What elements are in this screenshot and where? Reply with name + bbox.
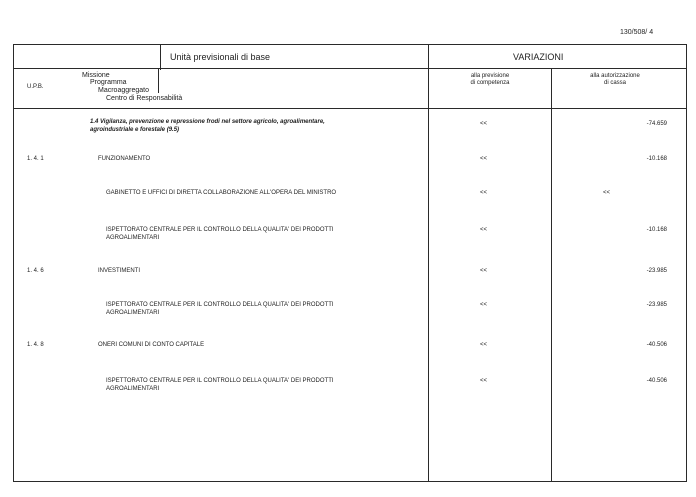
row-cassa: -23.985 xyxy=(646,268,667,274)
header-separator xyxy=(13,68,687,69)
row-upb: 1. 4. 1 xyxy=(27,156,44,162)
row-description: FUNZIONAMENTO xyxy=(98,156,151,162)
section-cassa: -74.659 xyxy=(646,121,667,127)
header-macroaggregato: Macroaggregato xyxy=(98,87,149,94)
table-bottom-border xyxy=(13,481,687,482)
row-description-cont: AGROALIMENTARI xyxy=(106,310,160,316)
row-description-cont: AGROALIMENTARI xyxy=(106,235,160,241)
row-description: ISPETTORATO CENTRALE PER IL CONTROLLO DELLA QUALITA' DEI PRODOTTI xyxy=(106,378,334,384)
row-description: INVESTIMENTI xyxy=(98,268,141,274)
header-competenza-line1: alla previsione xyxy=(470,73,510,79)
header-upb: U.P.B. xyxy=(27,84,44,90)
page-number: 130/508/ 4 xyxy=(620,29,654,36)
header-missione: Missione xyxy=(82,72,110,79)
row-description: ISPETTORATO CENTRALE PER IL CONTROLLO DELLA QUALITA' DEI PRODOTTI xyxy=(106,302,334,308)
header-competenza-line2: di competenza xyxy=(470,80,510,86)
row-competenza: << xyxy=(480,156,488,162)
row-upb: 1. 4. 6 xyxy=(27,268,44,274)
cassa-divider xyxy=(551,68,552,482)
row-competenza: << xyxy=(480,302,488,308)
row-cassa: -40.506 xyxy=(646,342,667,348)
row-upb: 1. 4. 8 xyxy=(27,342,44,348)
row-competenza: << xyxy=(480,268,488,274)
row-description: ISPETTORATO CENTRALE PER IL CONTROLLO DELLA QUALITA' DEI PRODOTTI xyxy=(106,227,334,233)
row-competenza: << xyxy=(480,342,488,348)
section-title-line2: agroindustriale e forestale (9.5) xyxy=(90,127,180,133)
table-top-border xyxy=(13,44,687,45)
header-centro: Centro di Responsabilità xyxy=(106,95,183,102)
table-right-border xyxy=(686,44,687,482)
row-cassa: -10.168 xyxy=(646,156,667,162)
row-cassa: << xyxy=(603,190,611,196)
section-title-line1: 1.4 Vigilanza, prevenzione e repressione frodi nel settore agricolo, agroalimentare, xyxy=(90,119,325,125)
header-title: Unità previsionali di base xyxy=(170,52,271,62)
header-cassa-line1: alla autorizzazione xyxy=(590,73,640,79)
table-left-border xyxy=(13,44,14,482)
row-description: GABINETTO E UFFICI DI DIRETTA COLLABORAZIONE ALL'OPERA DEL MINISTRO xyxy=(106,190,337,196)
row-description: ONERI COMUNI DI CONTO CAPITALE xyxy=(98,342,205,348)
row-competenza: << xyxy=(480,227,488,233)
row-competenza: << xyxy=(480,378,488,384)
section-competenza: << xyxy=(480,121,488,127)
row-competenza: << xyxy=(480,190,488,196)
row-description-cont: AGROALIMENTARI xyxy=(106,386,160,392)
row-cassa: -40.506 xyxy=(646,378,667,384)
title-left-divider xyxy=(160,44,161,70)
missione-divider xyxy=(158,69,159,93)
variazioni-divider xyxy=(428,44,429,482)
row-cassa: -10.168 xyxy=(646,227,667,233)
row-cassa: -23.985 xyxy=(646,302,667,308)
header-bottom-border xyxy=(13,108,687,109)
header-variazioni: VARIAZIONI xyxy=(513,52,564,62)
header-programma: Programma xyxy=(90,79,127,86)
header-cassa-line2: di cassa xyxy=(603,80,626,86)
